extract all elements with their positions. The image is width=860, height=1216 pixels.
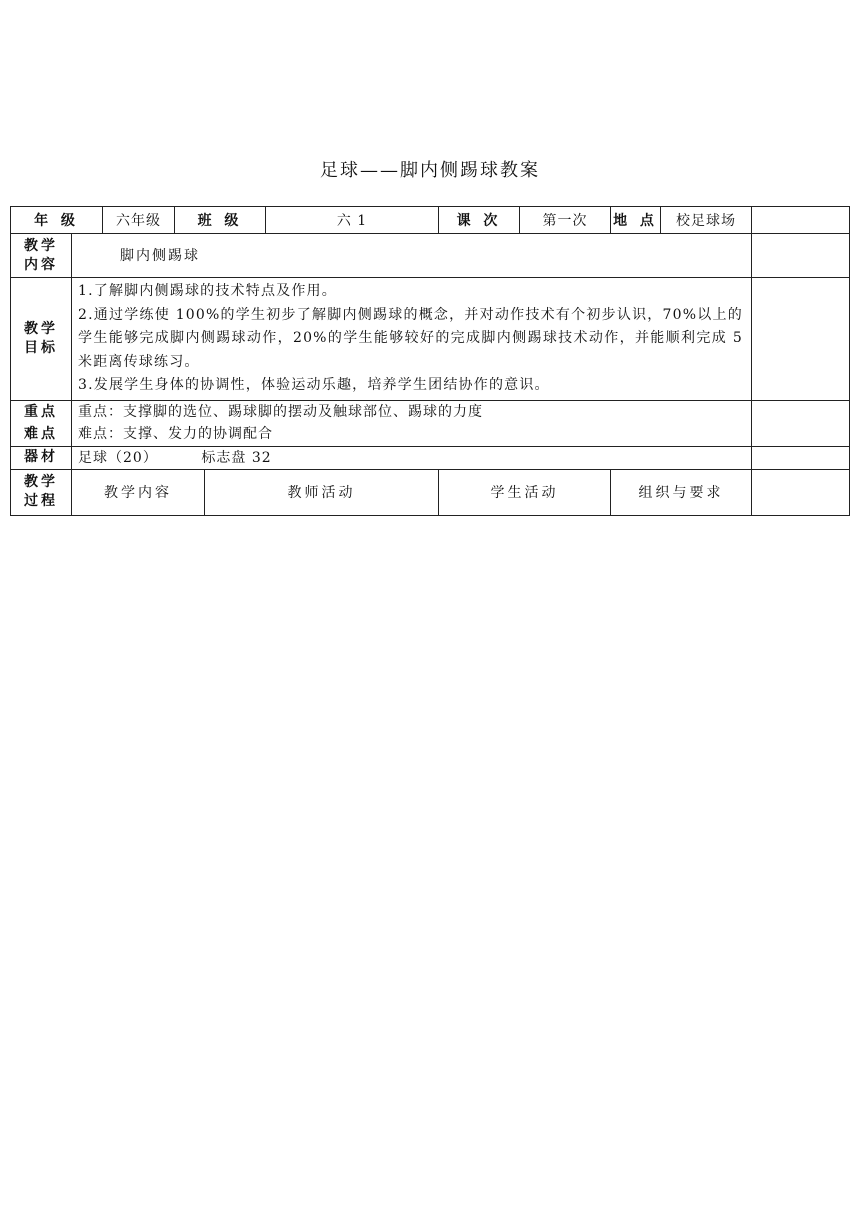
goals-label-line1: 教学 bbox=[24, 320, 58, 337]
process-col-teacher: 教师活动 bbox=[205, 469, 439, 515]
document-title: 足球——脚内侧踢球教案 bbox=[320, 160, 540, 181]
goal-item: 2.通过学练使 100%的学生初步了解脚内侧踢球的概念，并对动作技术有个初步认识，70%以上的学生能够完成脚内侧踢球动作，20%的学生能够较好的完成脚内侧踢球技术动作，并能顺利完成 5 米距离传球练习。 bbox=[78, 306, 743, 370]
key-points-text bbox=[72, 400, 752, 446]
process-label bbox=[11, 469, 72, 515]
process-label-line1: 教学 bbox=[24, 474, 58, 490]
key-points-label bbox=[11, 400, 72, 446]
key-label-line2: 难点 bbox=[24, 426, 58, 442]
process-col-content: 教学内容 bbox=[72, 469, 205, 515]
process-col-student: 学生活动 bbox=[439, 469, 611, 515]
extra-cell bbox=[752, 207, 850, 234]
goals-label bbox=[11, 278, 72, 401]
goals-row bbox=[11, 278, 850, 401]
extra-cell bbox=[752, 278, 850, 401]
place-label: 地 点 bbox=[611, 207, 661, 234]
process-label-line2: 过程 bbox=[24, 493, 58, 509]
key-point: 重点：支撑脚的选位、踢球脚的摆动及触球部位、踢球的力度 bbox=[78, 404, 483, 420]
extra-cell bbox=[752, 234, 850, 278]
difficulty-point: 难点：支撑、发力的协调配合 bbox=[78, 426, 273, 442]
process-col-organization: 组织与要求 bbox=[611, 469, 752, 515]
class-value: 六 1 bbox=[266, 207, 439, 234]
class-label: 班 级 bbox=[175, 207, 266, 234]
process-row bbox=[11, 469, 850, 515]
key-label-line1: 重点 bbox=[24, 404, 58, 420]
content-label bbox=[11, 234, 72, 278]
extra-cell bbox=[752, 400, 850, 446]
equipment-row bbox=[11, 446, 850, 469]
content-label-line2: 内容 bbox=[24, 256, 58, 273]
content-label-line1: 教学 bbox=[24, 237, 58, 254]
goal-item: 1.了解脚内侧踢球的技术特点及作用。 bbox=[78, 283, 337, 299]
lesson-value: 第一次 bbox=[520, 207, 611, 234]
key-points-row bbox=[11, 400, 850, 446]
info-row bbox=[11, 207, 850, 234]
content-value: 脚内侧踢球 bbox=[72, 234, 752, 278]
extra-cell bbox=[752, 446, 850, 469]
extra-cell bbox=[752, 469, 850, 515]
grade-value: 六年级 bbox=[103, 207, 175, 234]
grade-label: 年 级 bbox=[11, 207, 103, 234]
content-row bbox=[11, 234, 850, 278]
equipment-value: 足球（20） 标志盘 32 bbox=[72, 446, 752, 469]
lesson-plan-table bbox=[10, 206, 850, 516]
goals-text bbox=[72, 278, 752, 401]
goals-label-line2: 目标 bbox=[24, 339, 58, 356]
lesson-label: 课 次 bbox=[439, 207, 520, 234]
goal-item: 3.发展学生身体的协调性，体验运动乐趣，培养学生团结协作的意识。 bbox=[78, 377, 550, 393]
place-value: 校足球场 bbox=[661, 207, 752, 234]
equipment-label: 器材 bbox=[11, 446, 72, 469]
